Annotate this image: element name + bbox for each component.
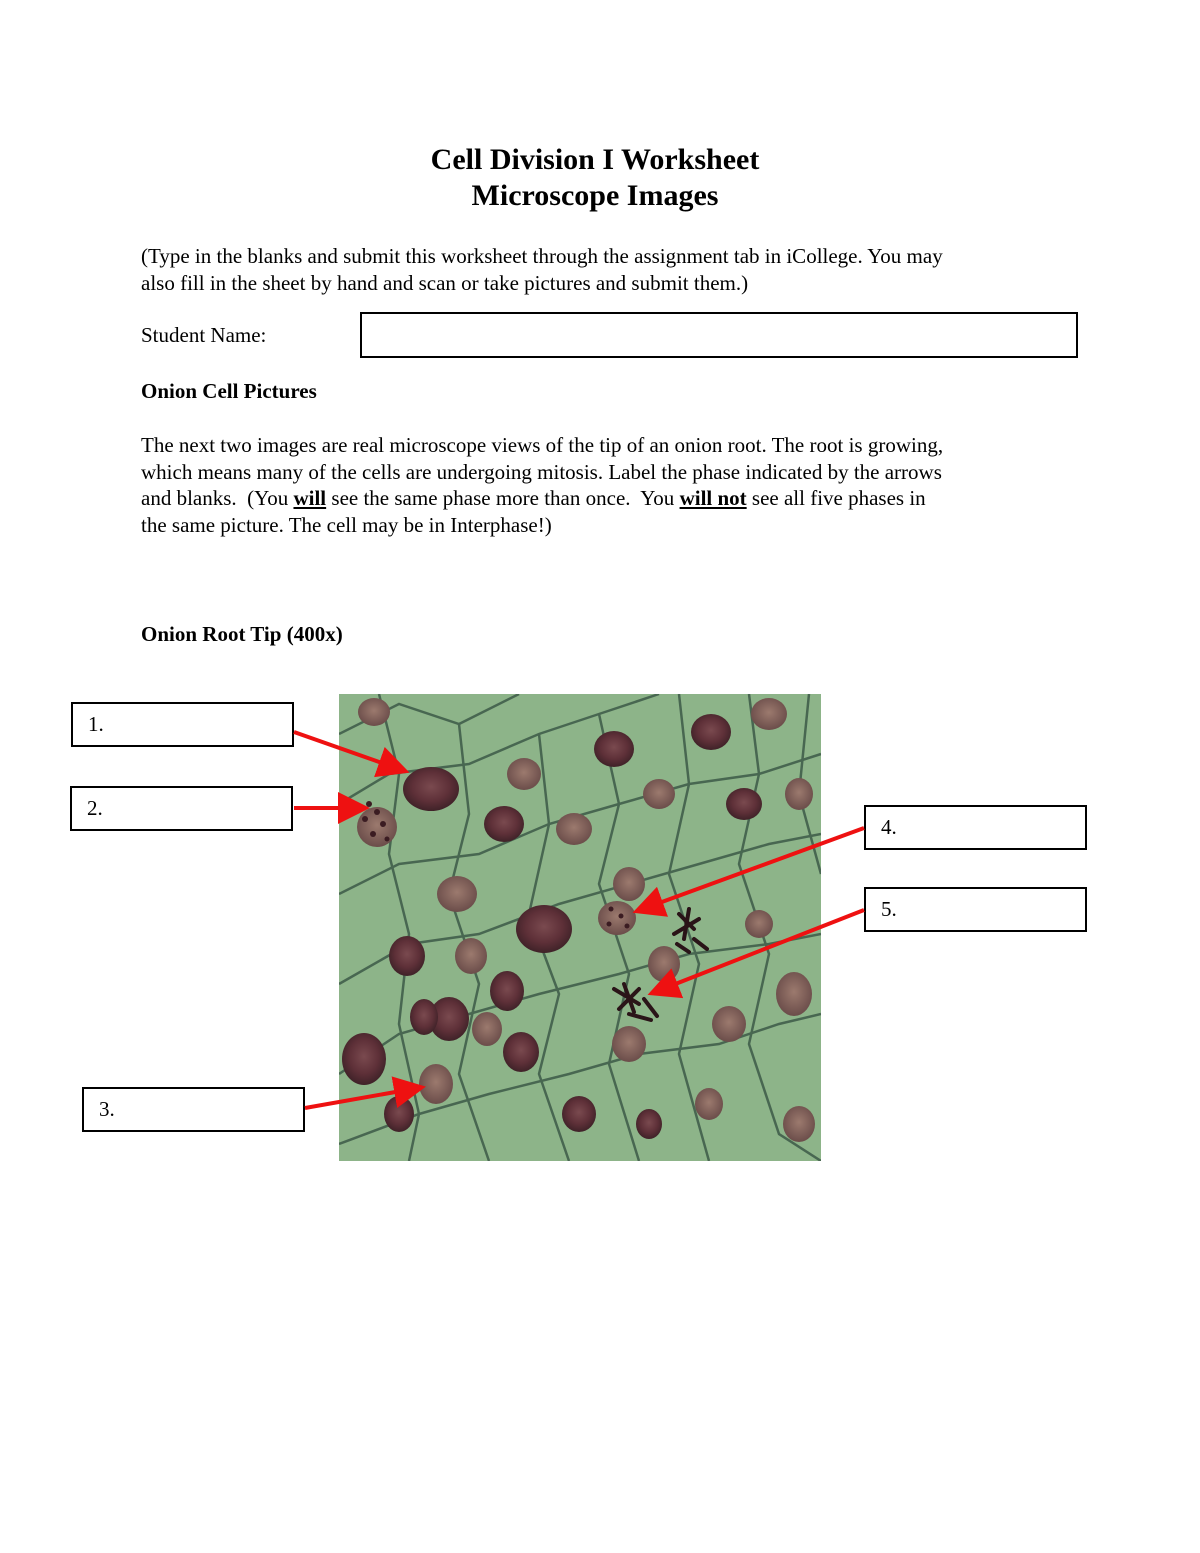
instructions — [141, 243, 1071, 296]
worksheet-subtitle: Microscope Images — [471, 179, 719, 212]
answer-number-1: 1. — [88, 712, 104, 736]
student-name-label: Student Name: — [141, 323, 267, 347]
onion-text-line-4: the same picture. The cell may be in Interphase!) — [141, 512, 552, 537]
onion-section-heading: Onion Cell Pictures — [141, 379, 317, 403]
instructions-line-1: (Type in the blanks and submit this worksheet through the assignment tab in iCollege. You may — [141, 244, 943, 268]
answer-box-4[interactable] — [864, 805, 1087, 850]
answer-number-2: 2. — [87, 796, 103, 820]
answer-box-1[interactable] — [71, 702, 294, 747]
worksheet-title: Cell Division I Worksheet — [430, 143, 760, 176]
emphasis-will: will — [293, 486, 327, 510]
answer-box-3[interactable] — [82, 1087, 305, 1132]
onion-root-tip-micrograph — [339, 694, 821, 1161]
onion-text-line-3a: and blanks. (You — [141, 486, 294, 510]
answer-box-2[interactable] — [70, 786, 293, 831]
onion-text-line-1: The next two images are real microscope views of the tip of an onion root. The root is growing, — [141, 433, 944, 457]
onion-text-line-3c: see all five phases in — [746, 486, 926, 510]
answer-number-5: 5. — [881, 897, 897, 921]
instructions-line-2: also fill in the sheet by hand and scan or take pictures and submit them.) — [141, 270, 749, 295]
onion-text-line-3 — [141, 485, 1071, 512]
onion-text-line-3b: see the same phase more than once. You — [326, 486, 680, 510]
answer-box-5[interactable] — [864, 887, 1087, 932]
onion-text-line-2: which means many of the cells are undergoing mitosis. Label the phase indicated by the arrows — [141, 459, 942, 484]
answer-number-3: 3. — [99, 1097, 115, 1121]
onion-section-text — [141, 432, 1071, 538]
figure-heading: Onion Root Tip (400x) — [141, 622, 343, 646]
student-name-field[interactable] — [360, 312, 1078, 358]
emphasis-will-not: will not — [679, 486, 747, 510]
answer-number-4: 4. — [881, 815, 897, 839]
